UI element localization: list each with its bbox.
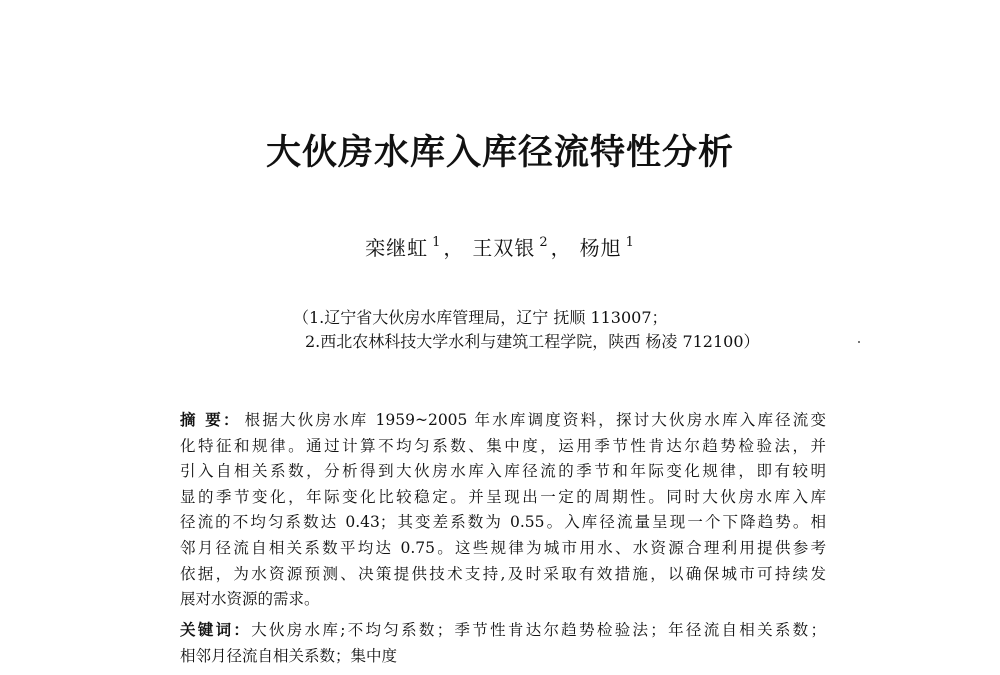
abstract-line: 显的季节变化，年际变化比较稳定。并呈现出一定的周期性。同时大伙房水库入库 [180,487,826,506]
author-affiliation-mark: 2 [539,235,549,250]
author-affiliation-mark: 1 [625,235,635,250]
author-separator: ， [550,236,572,260]
affiliation-line: 2.西北农林科技大学水利与建筑工程学院，陕西 杨凌 712100） [305,332,760,351]
paper-title: 大伙房水库入库径流特性分析 [265,133,734,173]
abstract-line: 化特征和规律。通过计算不均匀系数、集中度，运用季节性肯达尔趋势检验法，并 [180,436,826,455]
keywords-line: 相邻月径流自相关系数；集中度 [180,647,398,665]
scan-speck [858,341,860,343]
abstract-line: 邻月径流自相关系数平均达 0.75。这些规律为城市用水、水资源合理利用提供参考 [180,538,826,557]
abstract-line: 展对水资源的需求。 [180,590,320,609]
author-name: 杨旭 [579,236,622,260]
keywords-text: 大伙房水库;不均匀系数；季节性肯达尔趋势检验法；年径流自相关系数； [251,621,826,639]
author-affiliation-mark: 1 [432,235,442,250]
keywords-line [180,617,826,643]
abstract-line: 依据，为水资源预测、决策提供技术支持,及时采取有效措施，以确保城市可持续发 [180,564,826,583]
author-name: 栾继虹 [365,236,429,260]
affiliation-line: （1.辽宁省大伙房水库管理局，辽宁 抚顺 113007； [293,308,668,327]
keywords-section [180,617,826,669]
abstract-line [180,408,826,434]
abstract-line: 引入自相关系数，分析得到大伙房水库入库径流的季节和年际变化规律，即有较明 [180,462,826,481]
affiliation-block [293,306,760,354]
abstract-label: 摘 要： [180,411,241,429]
author-list [0,228,1000,263]
author-separator: ， [443,236,465,260]
abstract-section [180,408,826,613]
keywords-label: 关键词： [180,621,252,639]
abstract-text: 根据大伙房水库 1959~2005 年水库调度资料，探讨大伙房水库入库径流变 [244,411,826,429]
abstract-line: 径流的不均匀系数达 0.43；其变差系数为 0.55。入库径流量呈现一个下降趋势。相 [180,513,826,532]
author-name: 王双银 [472,236,536,260]
